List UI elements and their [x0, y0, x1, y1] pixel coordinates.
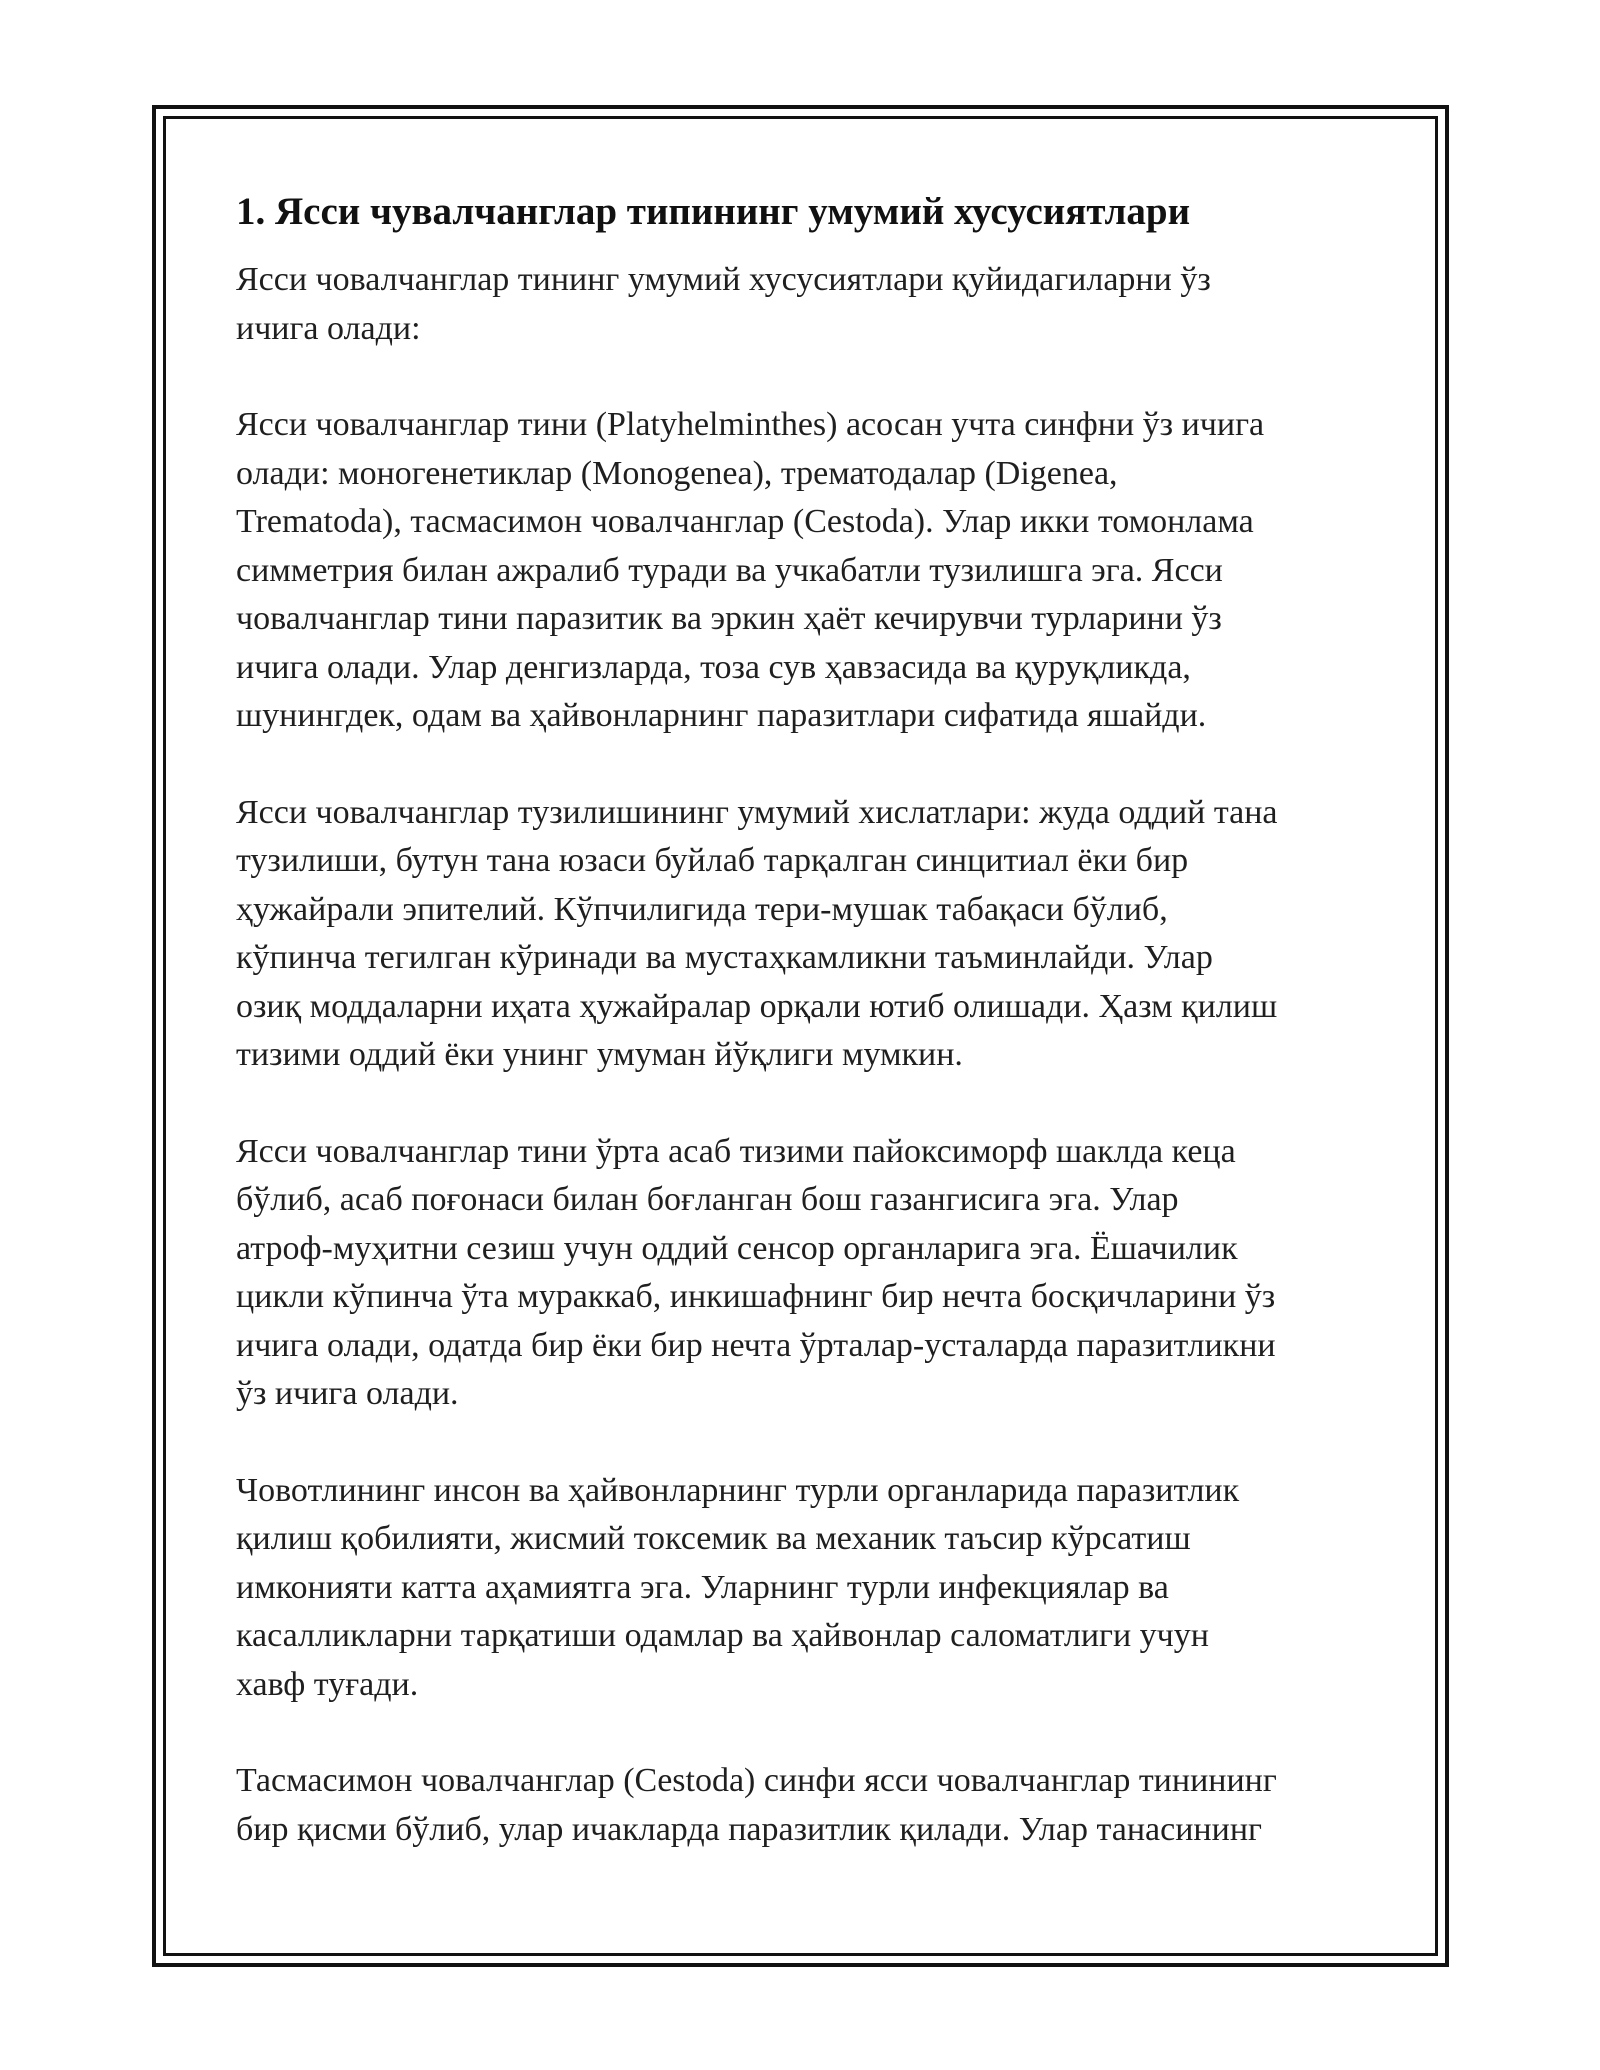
text-line: симметрия билан ажралиб туради ва учкабатли тузилишга эга. Ясси: [236, 551, 1223, 589]
text-line: тизими оддий ёки унинг умуман йўқлиги мумкин.: [236, 1036, 963, 1073]
paragraph-significance: [236, 1467, 1376, 1710]
text-line: Човотлининг инсон ва ҳайвонларнинг турли органларида паразитлик: [236, 1471, 1240, 1509]
text-line: ҳужайрали эпителий. Кўпчилигида тери-мушак табақаси бўлиб,: [236, 890, 1168, 928]
text-line: кўпинча тегилган кўринади ва мустаҳкамликни таъминлайди. Улар: [236, 939, 1213, 976]
text-line: човалчанглар тини паразитик ва эркин ҳаёт кечирувчи турларини ўз: [236, 600, 1222, 637]
text-line: бир қисми бўлиб, улар ичакларда паразитлик қилади. Улар танасининг: [236, 1810, 1262, 1848]
document-body: [236, 188, 1376, 1902]
text-line: шунингдек, одам ва ҳайвонларнинг паразитлари сифатида яшайди.: [236, 697, 1207, 734]
text-line: озиқ моддаларни иҳата ҳужайралар орқали ютиб олишади. Ҳазм қилиш: [236, 987, 1278, 1025]
paragraph-structure: [236, 789, 1376, 1080]
text-line: ўз ичига олади.: [236, 1375, 459, 1412]
document-title: 1. Ясси чувалчанглар типининг умумий хусусиятлари: [236, 190, 1191, 233]
paragraph-cestoda: [236, 1757, 1376, 1854]
text-line: бўлиб, асаб поғонаси билан боғланган бош газангисига эга. Улар: [236, 1181, 1179, 1218]
text-line: ичига олади. Улар денгизларда, тоза сув ҳавзасида ва қуруқликда,: [236, 648, 1191, 686]
text-line: Тасмасимон човалчанглар (Cestoda) синфи ясси човалчанглар тинининг: [236, 1762, 1277, 1799]
text-line: атроф-муҳитни сезиш учун оддий сенсор органларига эга. Ёшачилик: [236, 1229, 1238, 1267]
text-line: ичига олади, одатда бир ёки бир нечта ўрталар-усталарда паразитликни: [236, 1326, 1276, 1364]
paragraph-nervous-system: [236, 1128, 1376, 1419]
text-line: Ясси човалчанглар тини ўрта асаб тизими пайоксиморф шаклда кеца: [236, 1132, 1236, 1170]
text-line: қилиш қобилияти, жисмий токсемик ва механик таъсир кўрсатиш: [236, 1520, 1191, 1557]
text-line: хавф туғади.: [236, 1665, 419, 1703]
text-line: цикли кўпинча ўта мураккаб, инкишафнинг бир нечта босқичларини ўз: [236, 1278, 1276, 1315]
text-line: тузилиши, бутун тана юзаси буйлаб тарқалган синцитиал ёки бир: [236, 842, 1189, 879]
text-line: касалликларни тарқатиши одамлар ва ҳайвонлар саломатлиги учун: [236, 1617, 1209, 1654]
text-line: Ясси човалчанглар тини (Platyhelminthes) асосан учта синфни ўз ичига: [236, 406, 1265, 443]
paragraph-classes: [236, 401, 1376, 741]
text-line: Ясси човалчанглар тузилишининг умумий хислатлари: жуда оддий тана: [236, 793, 1278, 831]
paragraph-intro: [236, 256, 1376, 353]
text-line: имконияти катта аҳамиятга эга. Уларнинг турли инфекциялар ва: [236, 1568, 1169, 1606]
text-line: Ясси човалчанглар тининг умумий хусусиятлари қуйидагиларни ўз: [236, 261, 1211, 298]
text-line: олади: моногенетиклар (Monogenea), трематодалар (Digenea,: [236, 454, 1118, 492]
text-line: ичига олади:: [236, 309, 421, 347]
text-line: Trematoda), тасмасимон човалчанглар (Cestoda). Улар икки томонлама: [236, 503, 1254, 540]
